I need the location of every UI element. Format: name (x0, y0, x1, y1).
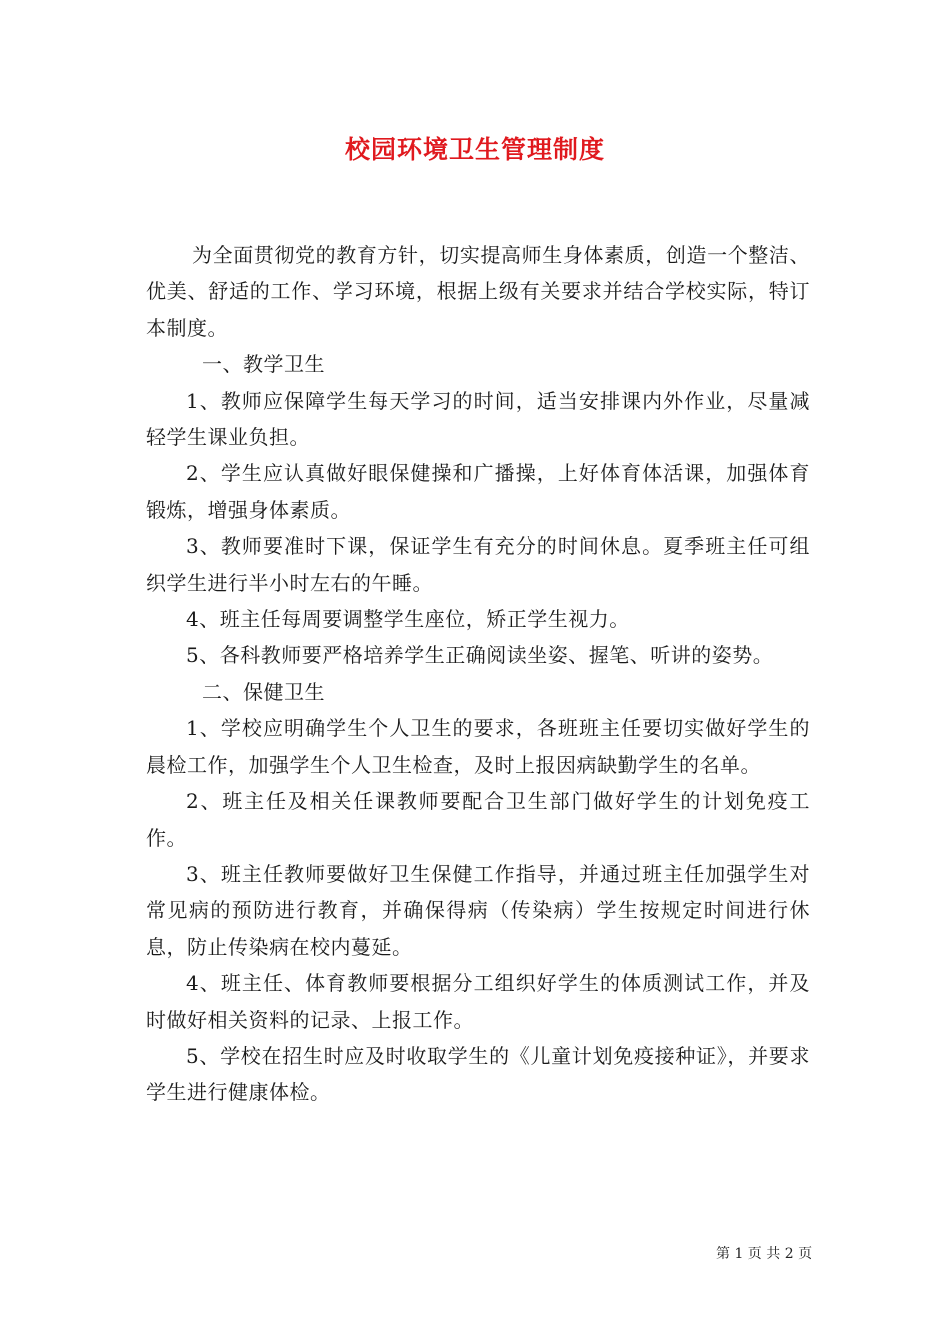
paragraph: 5、学校在招生时应及时收取学生的《儿童计划免疫接种证》，并要求学生进行健康体检。 (146, 1043, 810, 1105)
intro-paragraph: 为全面贯彻党的教育方针，切实提高师生身体素质，创造一个整洁、优美、舒适的工作、学习环境，根据上级有关要求并结合学校实际，特订本制度。 (146, 243, 810, 340)
document-body (146, 237, 810, 1111)
paragraph: 3、教师要准时下课，保证学生有充分的时间休息。夏季班主任可组织学生进行半小时左右的午睡。 (146, 534, 810, 595)
paragraph: 2、学生应认真做好眼保健操和广播操，上好体育体活课，加强体育锻炼，增强身体素质。 (146, 461, 810, 522)
document-title: 校园环境卫生管理制度 (344, 135, 605, 164)
paragraph: 5、各科教师要严格培养学生正确阅读坐姿、握笔、听讲的姿势。 (186, 643, 774, 668)
paragraph: 1、学校应明确学生个人卫生的要求，各班班主任要切实做好学生的晨检工作，加强学生个人卫生检查，及时上报因病缺勤学生的名单。 (146, 716, 810, 777)
paragraph: 4、班主任每周要调整学生座位，矫正学生视力。 (186, 607, 630, 632)
paragraph: 3、班主任教师要做好卫生保健工作指导，并通过班主任加强学生对常见病的预防进行教育，并确保得病（传染病）学生按规定时间进行休息，防止传染病在校内蔓延。 (146, 861, 810, 959)
paragraph: 2、班主任及相关任课教师要配合卫生部门做好学生的计划免疫工作。 (146, 789, 810, 850)
section-heading-teaching-hygiene: 一、教学卫生 (202, 352, 325, 377)
paragraph: 4、班主任、体育教师要根据分工组织好学生的体质测试工作，并及时做好相关资料的记录、上报工作。 (146, 971, 810, 1032)
paragraph: 1、教师应保障学生每天学习的时间，适当安排课内外作业，尽量减轻学生课业负担。 (146, 388, 810, 450)
page-number: 第 1 页 共 2 页 (716, 1246, 813, 1262)
section-heading-health-care: 二、保健卫生 (202, 679, 325, 704)
